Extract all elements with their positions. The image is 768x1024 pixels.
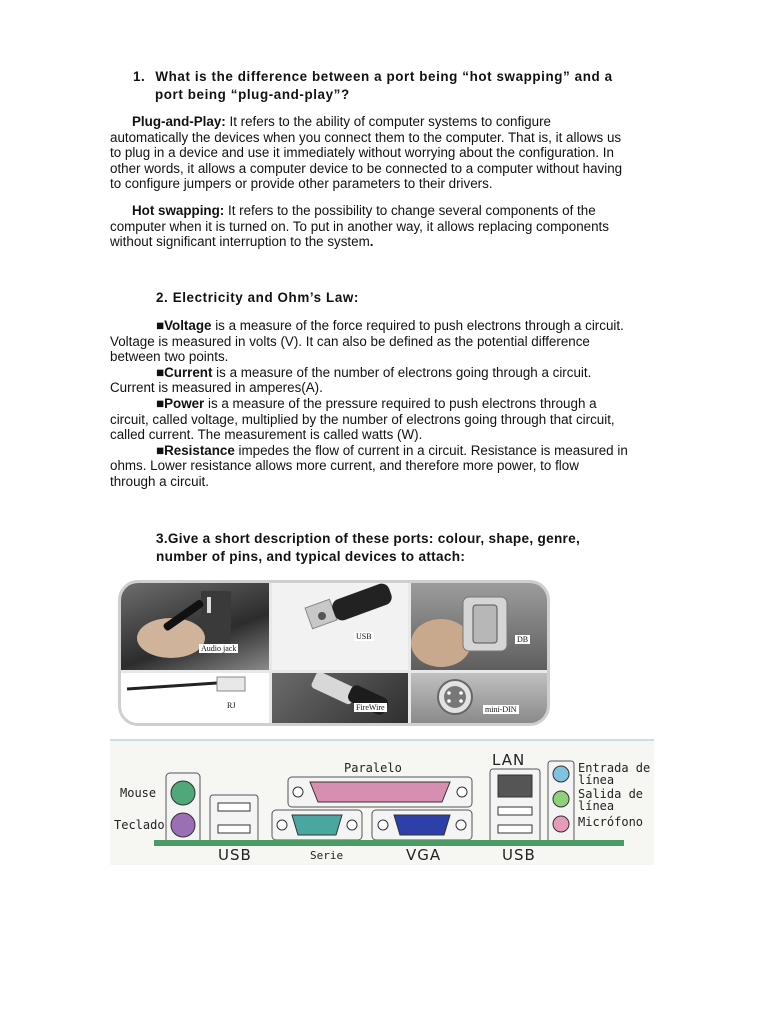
rj-photo <box>121 673 269 723</box>
current-line-2: Current is measured in amperes(A). <box>110 380 323 396</box>
audio-jack-photo <box>121 583 269 670</box>
hot-swapping-line-2: computer when it is turned on. To put in another way, it allows replacing components <box>110 218 609 234</box>
hot-swapping-term: Hot swapping: <box>132 203 225 218</box>
resistance-line-2: ohms. Lower resistance allows more current, and therefore more power, to flow <box>110 458 579 474</box>
power-line-1: is a measure of the pressure required to push electrons through a <box>204 395 597 411</box>
current-term: ■Current <box>156 364 213 380</box>
question-3-title-line-2: number of pins, and typical devices to attach: <box>156 549 466 564</box>
mini-din-photo <box>411 673 547 723</box>
plug-and-play-line-2: automatically the devices when you connect them to the computer. That is, it allows us <box>110 129 622 145</box>
line-in-label-2: línea <box>578 773 615 787</box>
hot-swapping-line-3: without significant interruption to the system <box>110 234 370 250</box>
usb-plug-illustration <box>272 583 408 670</box>
usb-left-label: USB <box>218 846 252 864</box>
plug-and-play-line-5: to configure jumpers or provide other parameters to their drivers. <box>110 176 493 192</box>
question-1-heading <box>133 68 673 104</box>
lan-label: LAN <box>492 751 526 769</box>
plug-and-play-term: Plug-and-Play: <box>132 114 226 129</box>
power-term: ■Power <box>156 395 205 411</box>
line-out-label-2: línea <box>578 799 615 813</box>
question-1-title-line-2: port being “plug-and-play”? <box>155 87 350 102</box>
voltage-line-1: is a measure of the force required to push electrons through a circuit. <box>211 318 624 333</box>
power-line-3: called current. The measurement is called watts (W). <box>110 427 423 443</box>
resistance-line-1: impedes the flow of current in a circuit. Resistance is measured in <box>234 442 628 458</box>
db-connector-illustration <box>411 583 547 670</box>
firewire-label: FireWire <box>356 703 385 712</box>
mouse-label: Mouse <box>120 786 157 800</box>
usb-right-label: USB <box>502 846 536 864</box>
question-3-title-line-1: 3.Give a short description of these ports: colour, shape, genre, <box>156 531 581 546</box>
serial-label: Serie <box>310 849 344 862</box>
vga-label: VGA <box>406 846 442 864</box>
rear-panel-diagram <box>110 739 654 865</box>
current-line-1: is a measure of the number of electrons going through a circuit. <box>212 364 592 380</box>
question-1-number: 1. <box>133 69 146 84</box>
hot-swapping-line-1: It refers to the possibility to change several components of the <box>224 203 596 218</box>
keyboard-label: Teclado <box>114 818 165 832</box>
plug-and-play-line-1: It refers to the ability of computer systems to configure <box>225 114 551 129</box>
hot-swapping-period: . <box>369 234 374 250</box>
firewire-plug-illustration <box>272 673 408 723</box>
plug-and-play-line-3: to plug in a device and use it immediately without worrying about the configuration. In <box>110 145 614 161</box>
plug-and-play-line-4: other words, it allows a computer device to be connected to a computer without having <box>110 160 623 176</box>
audio-jack-label: Audio jack <box>201 644 237 653</box>
db-photo <box>411 583 547 670</box>
voltage-line-2: Voltage is measured in volts (V). It can also be defined as the potential difference <box>110 333 590 349</box>
question-3-heading <box>156 530 580 566</box>
resistance-line-3: through a circuit. <box>110 473 209 489</box>
db-label: DB <box>517 635 529 644</box>
line-out-label-1: Salida de <box>578 787 644 801</box>
parallel-label: Paralelo <box>344 761 402 775</box>
resistance-term: ■Resistance <box>156 442 235 458</box>
power-line-2: circuit, called voltage, multiplied by the number of electrons going through that circuit, <box>110 411 615 427</box>
rear-panel-drawing <box>110 739 654 865</box>
audio-jack-illustration <box>121 583 269 670</box>
microphone-label: Micrófono <box>578 815 644 829</box>
firewire-photo <box>272 673 408 723</box>
mini-din-illustration <box>411 673 547 723</box>
usb-photo <box>272 583 408 670</box>
rj-cable-illustration <box>121 673 269 723</box>
plug-and-play-paragraph <box>110 114 656 192</box>
port-photo-collage <box>118 580 550 726</box>
question-2-heading: 2. Electricity and Ohm’s Law: <box>156 290 359 305</box>
mini-din-label: mini-DIN <box>485 705 517 714</box>
usb-label: USB <box>356 632 372 641</box>
electricity-paragraph <box>110 318 656 490</box>
hot-swapping-paragraph <box>110 203 656 250</box>
rj-label: RJ <box>227 701 236 710</box>
voltage-line-3: between two points. <box>110 349 229 365</box>
line-in-label-1: Entrada de <box>578 761 651 775</box>
question-1-title-line-1: What is the difference between a port being “hot swapping” and a <box>155 69 613 84</box>
voltage-term: ■Voltage <box>156 318 212 333</box>
